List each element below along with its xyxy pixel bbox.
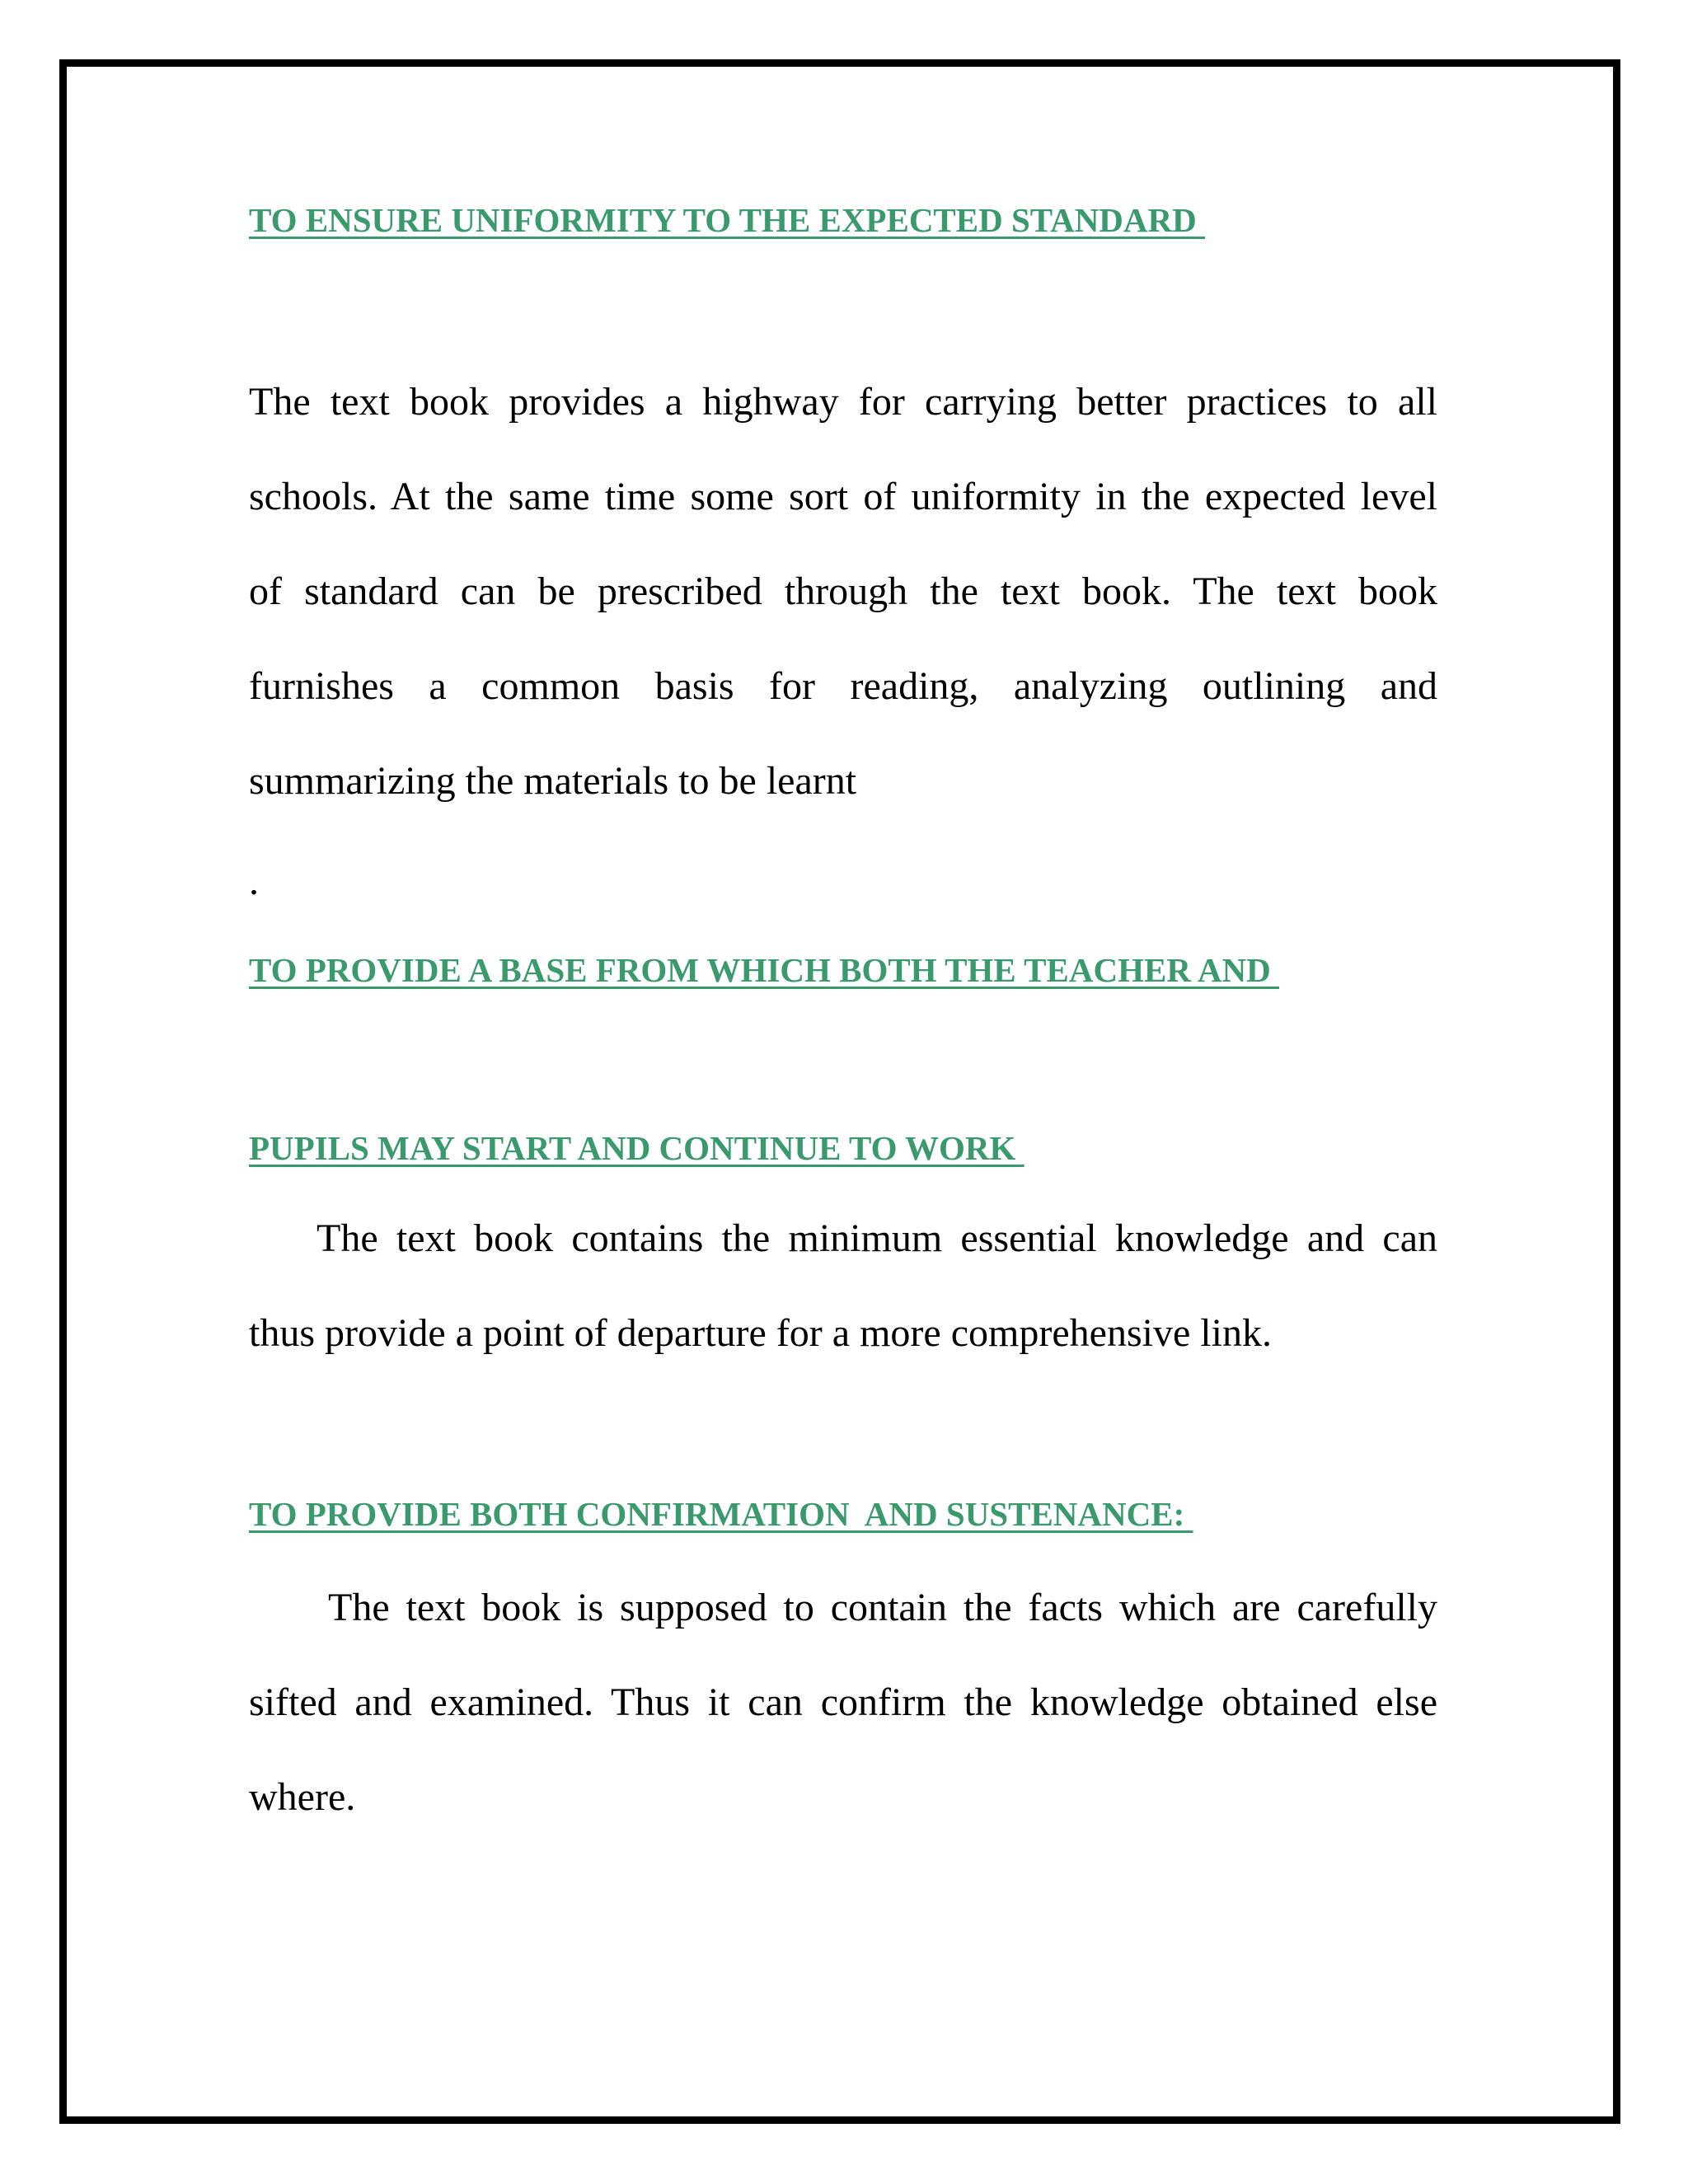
paragraph-line: furnishes a common basis for reading, analyzing outlining and bbox=[249, 664, 1437, 708]
paragraph-line: of standard can be prescribed through the text book. The text book bbox=[249, 569, 1437, 613]
paragraph-line: The text book provides a highway for carrying better practices to all bbox=[249, 380, 1437, 424]
paragraph-line: summarizing the materials to be learnt bbox=[249, 759, 857, 803]
section-heading-base-line1: TO PROVIDE A BASE FROM WHICH BOTH THE TEACHER AND bbox=[249, 951, 1279, 989]
stray-period: . bbox=[249, 860, 259, 903]
section-heading-base-line2: PUPILS MAY START AND CONTINUE TO WORK bbox=[249, 1129, 1025, 1167]
paragraph-line: sifted and examined. Thus it can confirm the knowledge obtained else bbox=[249, 1680, 1437, 1724]
section-heading-uniformity: TO ENSURE UNIFORMITY TO THE EXPECTED STANDARD bbox=[249, 201, 1205, 239]
paragraph-line: thus provide a point of departure for a more comprehensive link. bbox=[249, 1311, 1272, 1355]
section-paragraph-uniformity bbox=[249, 354, 1437, 828]
paragraph-line: schools. At the same time some sort of uniformity in the expected level bbox=[249, 475, 1437, 518]
paragraph-line: The text book is supposed to contain the facts which are carefully bbox=[328, 1586, 1437, 1629]
section-paragraph-base bbox=[249, 1191, 1437, 1380]
section-paragraph-confirmation bbox=[249, 1560, 1437, 1844]
paragraph-line: The text book contains the minimum essential knowledge and can bbox=[316, 1216, 1437, 1260]
paragraph-line: where. bbox=[249, 1775, 356, 1819]
section-heading-confirmation: TO PROVIDE BOTH CONFIRMATION AND SUSTENANCE: bbox=[249, 1495, 1193, 1533]
